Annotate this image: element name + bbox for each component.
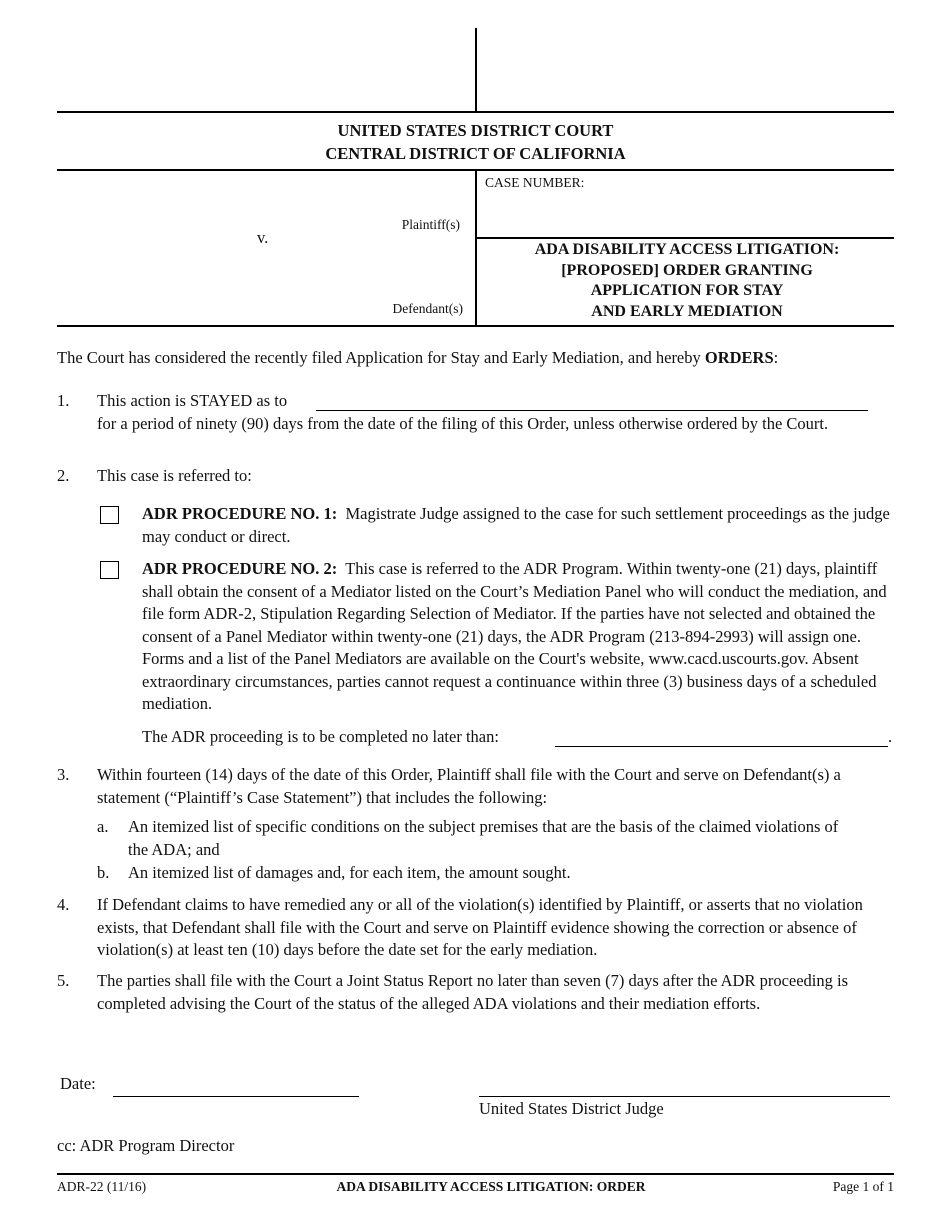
item-3-number: 3. — [57, 765, 70, 784]
cc-line: cc: ADR Program Director — [57, 1136, 235, 1155]
judge-signature-line — [479, 1096, 890, 1097]
adr-procedure-2-paragraph — [142, 558, 892, 716]
adr-procedure-2-label: ADR PROCEDURE NO. 2: — [142, 559, 338, 578]
item-1-text-a: This action is STAYED as to — [97, 391, 288, 410]
item-4-text: If Defendant claims to have remedied any or all of the violation(s) identified by Plaintiff, or asserts that no violation exists, that Defendant shall file with the Court and serve on Plaintiff evidence showing the correction or absence of violation(s) at least ten (10) days before the date set for the early mediation. — [97, 895, 863, 959]
adr-procedure-2-text: This case is referred to the ADR Program. Within twenty-one (21) days, plaintiff shall obtain the consent of a Mediator listed on the Court’s Mediation Panel who will conduct the mediation, and file form ADR-2, Stipulation Regarding Selection of Mediator. If the parties have not selected and obtained the consent of a Panel Mediator within twenty-one (21) days, the ADR Program (213-894-2993) will assign one. Forms and a list of the Panel Mediators are available on the Court's website, www.cacd.uscourts.gov. Absent extraordinary circumstances, parties cannot request a continuance within three (3) business days of a scheduled mediation. — [142, 559, 887, 713]
document-title — [477, 240, 897, 322]
adr-deadline-line — [555, 746, 888, 747]
intro-orders: ORDERS — [704, 348, 774, 367]
date-label: Date: — [60, 1074, 96, 1093]
adr-procedure-2-checkbox[interactable] — [100, 561, 119, 579]
item-4-number: 4. — [57, 895, 70, 914]
case-number-bottom-rule — [476, 237, 894, 239]
item-3b-text: An itemized list of damages and, for each item, the amount sought. — [128, 863, 571, 882]
adr-procedure-1-paragraph — [142, 503, 892, 548]
date-line — [113, 1096, 359, 1097]
adr-deadline-label: The ADR proceeding is to be completed no later than: — [142, 727, 499, 746]
judge-label: United States District Judge — [479, 1099, 664, 1118]
adr-procedure-1-text: Magistrate Judge assigned to the case for such settlement proceedings as the judge may conduct or direct. — [142, 504, 890, 546]
item-5-number: 5. — [57, 971, 70, 990]
case-number-label: CASE NUMBER: — [485, 175, 585, 190]
court-name — [57, 119, 894, 165]
document-title-line-1: ADA DISABILITY ACCESS LITIGATION: — [534, 241, 840, 258]
document-title-line-3: APPLICATION FOR STAY — [590, 282, 784, 299]
adr-deadline-period: . — [888, 727, 893, 746]
caption-bottom-rule — [57, 325, 894, 327]
intro-paragraph — [57, 347, 897, 370]
adr-procedure-1-label: ADR PROCEDURE NO. 1: — [142, 504, 338, 523]
adr-deadline-field[interactable] — [555, 726, 888, 746]
item-1-text-b: for a period of ninety (90) days from the date of the filing of this Order, unless otherwise ordered by the Court. — [97, 414, 829, 433]
court-line-2: CENTRAL DISTRICT OF CALIFORNIA — [325, 144, 626, 163]
date-field[interactable] — [113, 1076, 359, 1096]
header-top-rule — [57, 111, 894, 113]
document-title-line-4: AND EARLY MEDIATION — [591, 302, 783, 320]
footer-page-number: Page 1 of 1 — [832, 1179, 894, 1194]
item-2-number: 2. — [57, 466, 70, 485]
item-3a-letter: a. — [97, 817, 109, 836]
item-3-text: Within fourteen (14) days of the date of this Order, Plaintiff shall file with the Court and serve on Defendant(s) a statement (“Plaintiff’s Case Statement”) that includes the following: — [97, 765, 841, 807]
item-3a-text: An itemized list of specific conditions on the subject premises that are the basis of the claimed violations of the ADA; and — [128, 817, 839, 859]
case-number-field[interactable] — [485, 198, 885, 230]
item-1-stayed-as-to-line — [316, 410, 868, 411]
adr-procedure-1-checkbox[interactable] — [100, 506, 119, 524]
plaintiff-label: Plaintiff(s) — [401, 217, 460, 232]
item-1-stayed-as-to-field[interactable] — [316, 390, 868, 410]
intro-colon: : — [773, 348, 779, 367]
document-title-line-2: [PROPOSED] ORDER GRANTING — [561, 261, 813, 279]
footer-rule — [57, 1173, 894, 1175]
item-2-text: This case is referred to: — [97, 466, 252, 485]
footer-title: ADA DISABILITY ACCESS LITIGATION: ORDER — [336, 1179, 646, 1194]
defendant-label: Defendant(s) — [392, 301, 463, 316]
footer-form-code: ADR-22 (11/16) — [57, 1179, 147, 1194]
item-1-number: 1. — [57, 391, 70, 410]
court-line-1: UNITED STATES DISTRICT COURT — [337, 121, 614, 140]
item-5-text: The parties shall file with the Court a Joint Status Report no later than seven (7) days after the ADR proceeding is completed advising the Court of the status of the alleged ADA violations and their mediation efforts. — [97, 971, 849, 1013]
item-3b-letter: b. — [97, 863, 110, 882]
versus-label: v. — [257, 228, 269, 247]
intro-text: The Court has considered the recently filed Application for Stay and Early Mediation, and hereby — [57, 348, 705, 367]
top-vertical-divider — [475, 28, 477, 113]
